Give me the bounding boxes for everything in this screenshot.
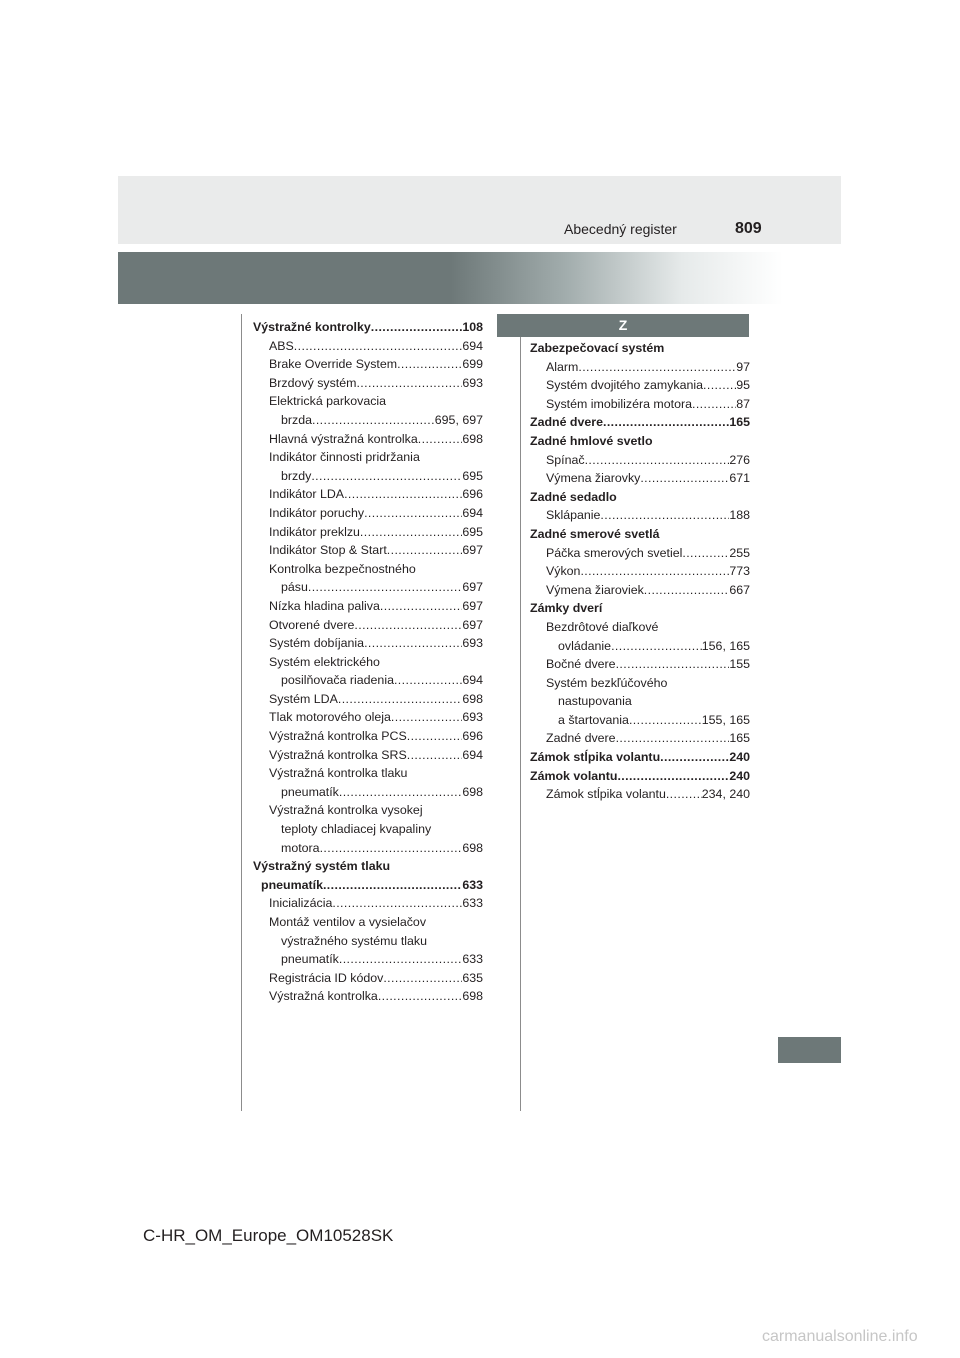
- dot-leader: [294, 337, 463, 356]
- dot-leader: [380, 597, 462, 616]
- index-entry: [253, 430, 483, 449]
- index-entry: Zadné sedadlo: [530, 489, 617, 504]
- dot-leader: [585, 451, 730, 470]
- dot-leader: [339, 950, 462, 969]
- index-term: pneumatík: [281, 952, 339, 967]
- index-term: Výmena žiaroviek: [546, 582, 644, 597]
- index-entry: [253, 374, 483, 393]
- index-entry: [530, 395, 750, 414]
- index-column-right: [530, 339, 750, 804]
- page-reference: 698: [462, 840, 483, 855]
- index-entry: Kontrolka bezpečnostného: [269, 561, 416, 576]
- index-entry: [530, 655, 750, 674]
- dot-leader: [692, 395, 736, 414]
- dot-leader: [617, 767, 729, 786]
- index-entry: [530, 506, 750, 525]
- page-reference: 696: [462, 729, 483, 744]
- dot-leader: [644, 581, 730, 600]
- dot-leader: [338, 690, 462, 709]
- page-reference: 108: [462, 320, 483, 334]
- index-entry: [253, 671, 483, 690]
- index-entry: nastupovania: [558, 694, 632, 709]
- index-entry: [530, 711, 750, 730]
- index-term: Výkon: [546, 564, 581, 579]
- column-rule-middle: [520, 314, 521, 1111]
- index-entry: Zabezpečovací systém: [530, 341, 665, 355]
- page-reference: 633: [462, 896, 483, 911]
- dot-leader: [629, 711, 702, 730]
- index-entry: [253, 355, 483, 374]
- page-reference: 671: [729, 471, 750, 486]
- index-term: Výmena žiarovky: [546, 471, 641, 486]
- index-entry: [530, 451, 750, 470]
- index-entry: Systém elektrického: [269, 654, 380, 669]
- page-reference: 155, 165: [701, 712, 750, 727]
- dot-leader: [378, 987, 463, 1006]
- index-entry: [530, 544, 750, 563]
- page-reference: 698: [462, 691, 483, 706]
- dot-leader: [616, 655, 730, 674]
- index-term: Registrácia ID kódov: [269, 970, 384, 985]
- page-reference: 667: [729, 582, 750, 597]
- page-reference: 694: [462, 747, 483, 762]
- dot-leader: [387, 541, 463, 560]
- index-entry: [530, 562, 750, 581]
- index-entry: [530, 729, 750, 748]
- page-reference: 694: [462, 505, 483, 520]
- index-entry: [253, 969, 483, 988]
- index-term: pneumatík: [261, 877, 323, 892]
- index-entry: výstražného systému tlaku: [281, 933, 427, 948]
- dot-leader: [339, 783, 462, 802]
- index-entry: [253, 783, 483, 802]
- dot-leader: [407, 727, 463, 746]
- index-term: Brake Override System: [269, 357, 398, 372]
- index-term: Otvorené dvere: [269, 617, 355, 632]
- index-term: Nízka hladina paliva: [269, 598, 380, 613]
- index-entry: Indikátor činnosti pridržania: [269, 450, 420, 465]
- index-entry: [253, 523, 483, 542]
- dot-leader: [323, 876, 462, 895]
- page-reference: 698: [462, 784, 483, 799]
- index-entry: [253, 746, 483, 765]
- index-term: Bočné dvere: [546, 657, 616, 672]
- index-entry: [530, 581, 750, 600]
- page-reference: 240: [729, 768, 750, 783]
- index-entry: [530, 785, 750, 804]
- dot-leader: [611, 637, 702, 656]
- page-reference: 155: [729, 657, 750, 672]
- page-reference: 697: [462, 617, 483, 632]
- dot-leader: [640, 469, 729, 488]
- index-term: Indikátor Stop & Start: [269, 543, 387, 558]
- page-reference: 633: [462, 952, 483, 967]
- index-entry: [253, 504, 483, 523]
- index-entry: [530, 469, 750, 488]
- index-entry: [253, 578, 483, 597]
- page-reference: 97: [736, 359, 750, 374]
- index-entry: [253, 839, 483, 858]
- page-reference: 165: [729, 415, 750, 430]
- column-rule-left: [241, 314, 242, 1111]
- index-term: Indikátor poruchy: [269, 505, 365, 520]
- index-term: Páčka smerových svetiel: [546, 545, 683, 560]
- index-term: Hlavná výstražná kontrolka: [269, 431, 418, 446]
- index-entry: [530, 358, 750, 377]
- header-band: [118, 176, 841, 244]
- index-term: pneumatík: [281, 784, 339, 799]
- index-term: Zámok stĺpika volantu: [530, 750, 661, 765]
- dot-leader: [320, 839, 463, 858]
- index-term: Systém dobíjania: [269, 636, 365, 651]
- index-term: Sklápanie: [546, 508, 601, 523]
- index-entry: Montáž ventilov a vysielačov: [269, 915, 427, 929]
- index-term: Spínač: [546, 452, 585, 467]
- page-reference: 95: [736, 378, 750, 393]
- dot-leader: [600, 506, 729, 525]
- dot-leader: [391, 708, 462, 727]
- page-reference: 773: [729, 564, 750, 579]
- page-reference: 255: [729, 545, 750, 560]
- dot-leader: [356, 374, 462, 393]
- dot-leader: [383, 969, 462, 988]
- page-reference: 694: [462, 338, 483, 353]
- dot-leader: [682, 544, 729, 563]
- page-reference: 693: [462, 375, 483, 390]
- index-term: ovládanie: [558, 638, 612, 653]
- index-entry: [253, 987, 483, 1006]
- dot-leader: [364, 634, 462, 653]
- page-reference: 697: [462, 543, 483, 558]
- dot-leader: [603, 413, 729, 432]
- page-reference: 188: [729, 508, 750, 523]
- index-term: motora: [281, 840, 320, 855]
- dot-leader: [407, 746, 463, 765]
- index-term: pásu: [281, 580, 308, 595]
- index-term: Systém dvojitého zamykania: [546, 378, 704, 393]
- index-entry: Bezdrôtové diaľkové: [546, 619, 659, 634]
- dot-leader: [703, 376, 736, 395]
- dot-leader: [394, 671, 462, 690]
- index-term: Alarm: [546, 359, 579, 374]
- index-entry: [253, 541, 483, 560]
- index-entry: [530, 376, 750, 395]
- dot-leader: [418, 430, 463, 449]
- index-entry: Zadné hmlové svetlo: [530, 433, 653, 448]
- page-reference: 696: [462, 487, 483, 502]
- dot-leader: [311, 467, 462, 486]
- dot-leader: [660, 748, 729, 767]
- dot-leader: [308, 578, 462, 597]
- index-term: posilňovača riadenia: [281, 673, 394, 688]
- index-term: Inicializácia: [269, 896, 333, 911]
- page-reference: 240: [729, 750, 750, 765]
- index-entry: [253, 318, 483, 337]
- page-reference: 694: [462, 673, 483, 688]
- index-term: Výstražné kontrolky: [253, 320, 371, 334]
- dot-leader: [371, 318, 463, 337]
- dot-leader: [364, 504, 462, 523]
- index-term: Systém LDA: [269, 691, 338, 706]
- index-term: brzdy: [281, 468, 312, 483]
- index-term: a štartovania: [558, 712, 629, 727]
- page-reference: 697: [462, 580, 483, 595]
- index-term: Brzdový systém: [269, 375, 357, 390]
- dot-leader: [332, 894, 462, 913]
- index-entry: [530, 767, 750, 786]
- index-entry: [253, 876, 483, 895]
- index-entry: [530, 637, 750, 656]
- watermark: carmanualsonline.info: [762, 1328, 918, 1345]
- index-entry: [253, 950, 483, 969]
- page-reference: 695, 697: [434, 412, 483, 427]
- index-entry: [253, 727, 483, 746]
- dot-leader: [580, 562, 729, 581]
- page-reference: 693: [462, 710, 483, 725]
- index-entry: Zámky dverí: [530, 601, 603, 616]
- page-reference: 633: [462, 877, 483, 892]
- page-reference: 698: [462, 989, 483, 1004]
- index-entry: [253, 616, 483, 635]
- index-entry: Elektrická parkovacia: [269, 394, 387, 409]
- index-entry: [253, 597, 483, 616]
- index-term: Zadné dvere: [530, 415, 603, 430]
- dot-leader: [312, 411, 435, 430]
- page-reference: 693: [462, 636, 483, 651]
- index-term: brzda: [281, 412, 312, 427]
- page-reference: 156, 165: [701, 638, 750, 653]
- index-entry: [253, 337, 483, 356]
- dot-leader: [360, 523, 462, 542]
- index-entry: [253, 690, 483, 709]
- thumb-index-tab: [778, 1037, 841, 1063]
- page-reference: 695: [462, 468, 483, 483]
- index-entry: Systém bezkľúčového: [546, 675, 668, 690]
- index-entry: Výstražná kontrolka vysokej: [269, 803, 423, 818]
- page-reference: 234, 240: [701, 787, 750, 802]
- index-term: Zámok volantu: [530, 768, 618, 783]
- index-entry: Výstražná kontrolka tlaku: [269, 766, 408, 781]
- index-entry: Výstražný systém tlaku: [253, 859, 391, 874]
- index-entry: [530, 413, 750, 432]
- page-reference: 87: [736, 396, 750, 411]
- index-term: Výstražná kontrolka PCS: [269, 729, 407, 744]
- index-entry: [253, 708, 483, 727]
- index-term: Indikátor preklzu: [269, 524, 360, 539]
- page-reference: 698: [462, 431, 483, 446]
- index-term: Zámok stĺpika volantu: [546, 787, 666, 802]
- dot-leader: [616, 729, 730, 748]
- page-reference: 165: [729, 731, 750, 746]
- page-number: 809: [735, 220, 762, 237]
- page-reference: 697: [462, 598, 483, 613]
- decorative-gradient-band: [118, 252, 841, 304]
- index-entry: [253, 894, 483, 913]
- index-column-left: [253, 318, 483, 1006]
- index-entry: [253, 485, 483, 504]
- index-entry: teploty chladiacej kvapaliny: [281, 822, 432, 837]
- dot-leader: [344, 485, 462, 504]
- dot-leader: [397, 355, 462, 374]
- index-term: ABS: [269, 338, 294, 353]
- index-entry: [253, 411, 483, 430]
- page-reference: 276: [729, 452, 750, 467]
- index-term: Zadné dvere: [546, 731, 616, 746]
- index-entry: [253, 634, 483, 653]
- index-term: Indikátor LDA: [269, 487, 345, 502]
- letter-heading-z: Z: [497, 314, 749, 337]
- section-title: Abecedný register: [564, 221, 677, 237]
- dot-leader: [354, 616, 462, 635]
- dot-leader: [578, 358, 736, 377]
- index-term: Výstražná kontrolka SRS: [269, 747, 407, 762]
- page-reference: 695: [462, 524, 483, 539]
- document-code: C-HR_OM_Europe_OM10528SK: [143, 1226, 394, 1245]
- index-entry: [253, 467, 483, 486]
- index-entry: Zadné smerové svetlá: [530, 526, 660, 541]
- index-term: Systém imobilizéra motora: [546, 396, 692, 411]
- index-entry: [530, 748, 750, 767]
- page-reference: 699: [462, 357, 483, 372]
- page-reference: 635: [462, 970, 483, 985]
- index-term: Výstražná kontrolka: [269, 989, 378, 1004]
- index-term: Tlak motorového oleja: [269, 710, 391, 725]
- dot-leader: [666, 785, 702, 804]
